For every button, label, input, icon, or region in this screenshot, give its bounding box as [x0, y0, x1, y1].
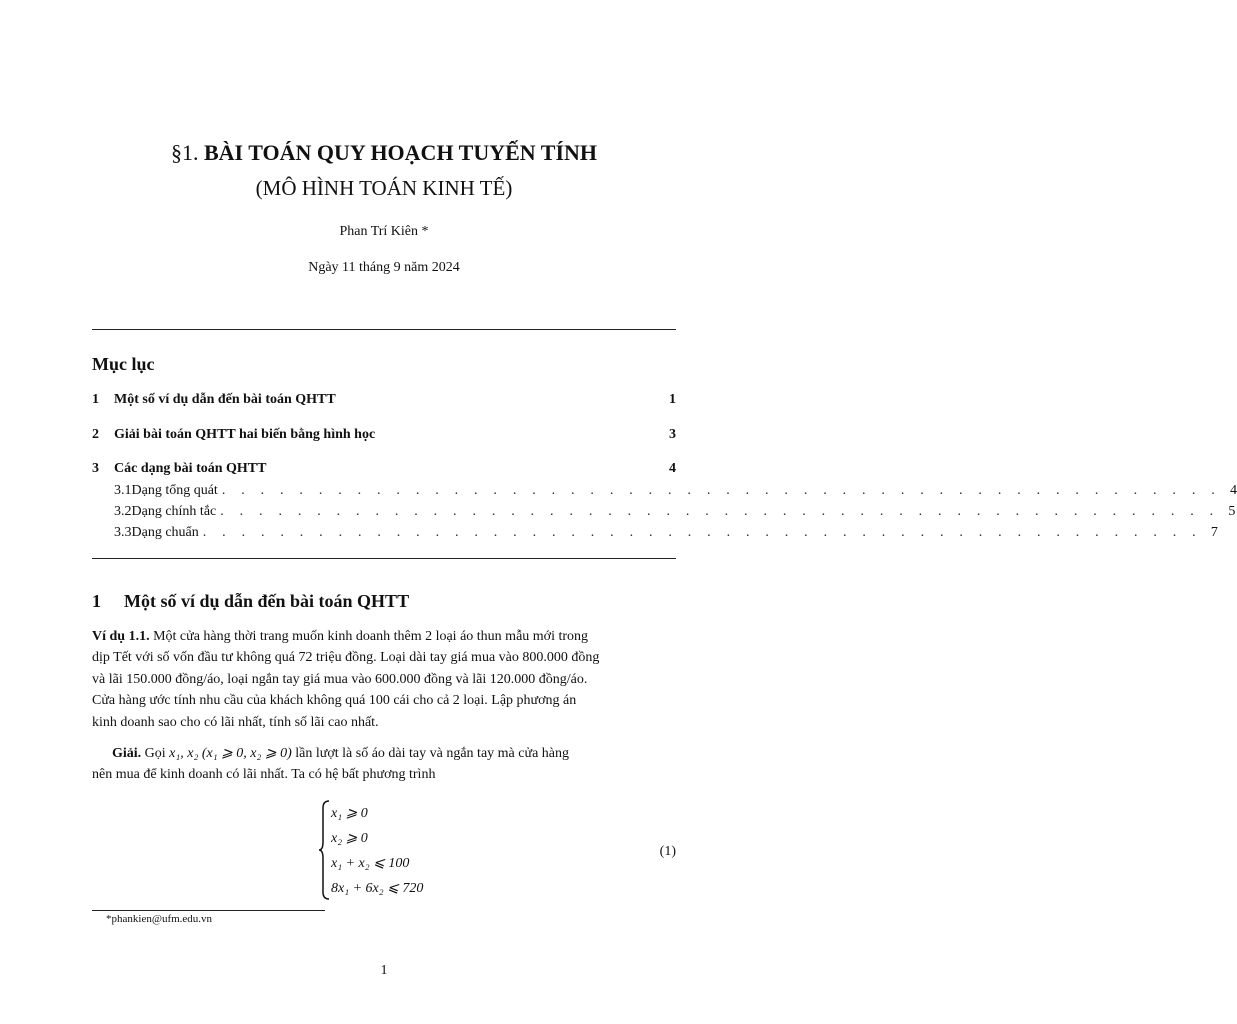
section-number: 1: [92, 591, 101, 611]
section-title: Một số ví dụ dẫn đến bài toán QHTT: [124, 591, 410, 611]
toc-entry-3-2[interactable]: [114, 502, 1236, 522]
toc-heading: Mục lục: [92, 354, 155, 374]
toc-entry-3-3[interactable]: [114, 523, 1218, 543]
inequality-line: x₂ ⩾ 0: [331, 831, 368, 846]
solution-line: Giải. Gọi x₁, x₂ (x₁ ⩾ 0, x₂ ⩾ 0) lần lượt là số áo dài tay và ngắn tay mà cửa hàng: [112, 746, 569, 761]
document-subtitle: (MÔ HÌNH TOÁN KINH TẾ): [255, 176, 513, 200]
example-label: Ví dụ 1.1.: [92, 629, 150, 644]
footnote-rule: [92, 910, 325, 911]
toc-entry-page: 5: [1228, 504, 1236, 519]
toc-entry-3[interactable]: [92, 459, 676, 479]
toc-entry-3-1[interactable]: [114, 481, 1237, 501]
toc-entry-number: 3.2: [114, 504, 132, 519]
toc-leader-dots: . . . . . . . . . . . . . . . . . . . . . . . . . . . . . . . . . . . . . . . . . . . . . . . . . . . .: [202, 525, 1202, 540]
title-prefix: §1.: [170, 140, 199, 165]
example-line: dịp Tết với số vốn đầu tư không quá 72 triệu đồng. Loại dài tay giá mua vào 800.000 đồng: [92, 650, 600, 666]
toc-entry-number: 3.1: [114, 483, 132, 498]
inequality-line: 8x₁ + 6x₂ ⩽ 720: [331, 881, 424, 896]
solution-label: Giải.: [112, 746, 142, 761]
toc-entry-number: 1: [92, 392, 99, 407]
toc-entry-title: Giải bài toán QHTT hai biến bằng hình học: [114, 427, 376, 442]
example-line: Cửa hàng ước tính nhu cầu của khách không quá 100 cái cho cả 2 loại. Lập phương án: [92, 693, 577, 709]
toc-leader-dots: . . . . . . . . . . . . . . . . . . . . . . . . . . . . . . . . . . . . . . . . . . . . . . . . . . . .: [220, 504, 1220, 519]
toc-entry-title: Một số ví dụ dẫn đến bài toán QHTT: [114, 392, 336, 407]
left-brace: [318, 800, 330, 900]
toc-entry-page: 4: [1229, 483, 1237, 498]
page-number: 1: [380, 963, 388, 978]
toc-entry-1[interactable]: [92, 390, 676, 410]
toc-entry-2[interactable]: [92, 425, 676, 445]
toc-entry-number: 3.3: [114, 525, 132, 540]
solution-paragraph: [92, 743, 676, 786]
example-line: Ví dụ 1.1. Một cửa hàng thời trang muốn kinh doanh thêm 2 loại áo thun mẫu mới trong: [92, 629, 589, 644]
toc-entry-page: 4: [669, 461, 676, 476]
author: Phan Trí Kiên *: [339, 224, 429, 239]
inequality-line: x₁ + x₂ ⩽ 100: [331, 856, 410, 871]
inequality-line: x₁ ⩾ 0: [331, 806, 368, 821]
date: Ngày 11 tháng 9 năm 2024: [308, 260, 460, 275]
example-line: kinh doanh sao cho có lãi nhất, tính số lãi cao nhất.: [92, 714, 379, 730]
toc-entry-title: Dạng tổng quát: [131, 483, 218, 498]
toc-leader-dots: . . . . . . . . . . . . . . . . . . . . . . . . . . . . . . . . . . . . . . . . . . . . . . . . . . . .: [221, 483, 1221, 498]
footnote-email[interactable]: *phankien@ufm.edu.vn: [106, 913, 213, 925]
toc-entry-title: Các dạng bài toán QHTT: [114, 461, 267, 476]
inequality-system: [318, 800, 518, 900]
toc-entry-page: 3: [669, 427, 676, 442]
toc-entry-page: 1: [669, 392, 676, 407]
toc-entry-title: Dạng chính tắc: [131, 504, 217, 519]
document-title: [0, 138, 768, 168]
toc-entry-number: 3: [92, 461, 99, 476]
title-main: BÀI TOÁN QUY HOẠCH TUYẾN TÍNH: [203, 140, 598, 165]
equation-number: (1): [659, 844, 676, 859]
toc-entry-page: 7: [1210, 525, 1218, 540]
section-heading: [92, 589, 409, 613]
toc-entry-title: Dạng chuẩn: [131, 525, 199, 540]
example-line: và lãi 150.000 đồng/áo, loại ngắn tay giá mua vào 600.000 đồng và lãi 120.000 đồng/áo.: [92, 671, 588, 687]
solution-variables: x₁, x₂ (x₁ ⩾ 0, x₂ ⩾ 0): [169, 746, 292, 761]
toc-entry-number: 2: [92, 427, 99, 442]
toc-bottom-rule: [92, 558, 676, 559]
solution-line: nên mua để kinh doanh có lãi nhất. Ta có hệ bất phương trình: [92, 767, 436, 783]
example-paragraph: [92, 626, 676, 733]
toc-top-rule: [92, 329, 676, 330]
